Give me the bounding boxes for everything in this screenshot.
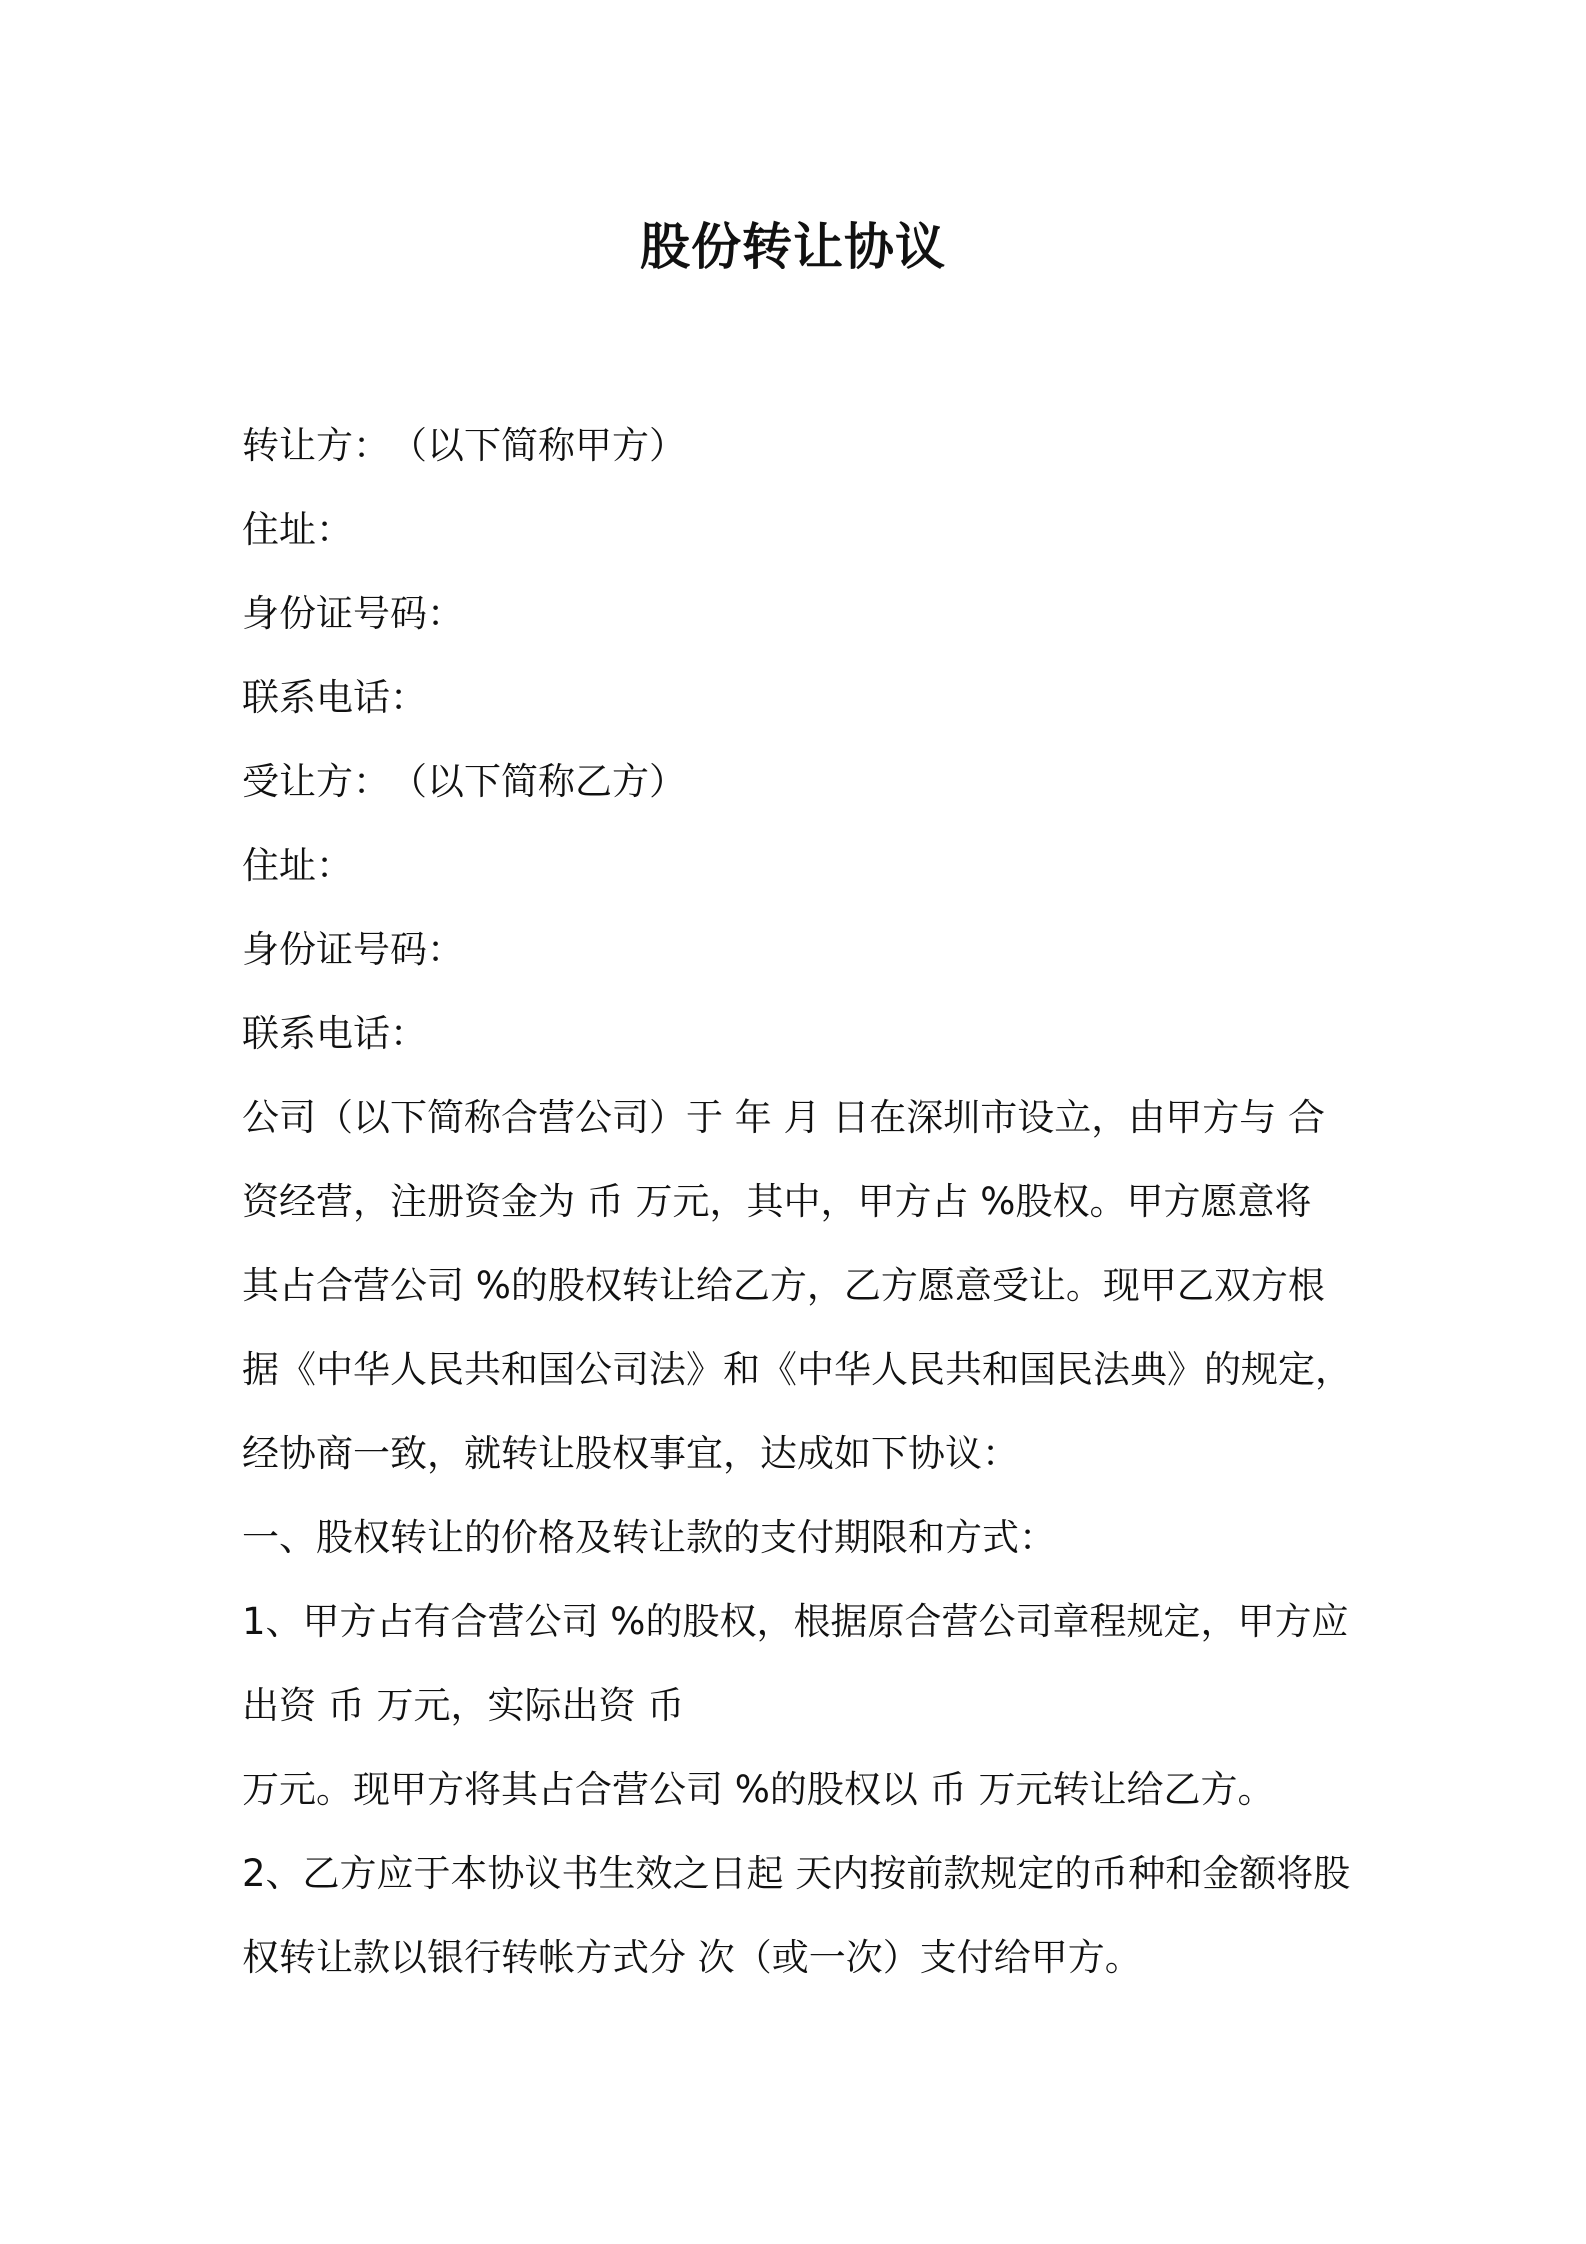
document-title: 股份转让协议 <box>640 218 946 276</box>
transferor-id-number: 身份证号码： <box>242 592 464 635</box>
clause-1-line: 出资 币 万元，实际出资 币 <box>242 1684 685 1727</box>
clause-1-line: 1、甲方占有合营公司 %的股权，根据原合营公司章程规定，甲方应 <box>242 1600 1349 1643</box>
preamble-line: 经协商一致，就转让股权事宜，达成如下协议： <box>242 1432 1019 1475</box>
clause-1-line: 万元。现甲方将其占合营公司 %的股权以 币 万元转让给乙方。 <box>242 1768 1275 1811</box>
transferee-id-number: 身份证号码： <box>242 928 464 971</box>
clause-2-line: 2、乙方应于本协议书生效之日起 天内按前款规定的币种和金额将股 <box>242 1852 1351 1895</box>
preamble-line: 据《中华人民共和国公司法》和《中华人民共和国民法典》的规定， <box>242 1348 1352 1391</box>
preamble-line: 公司（以下简称合营公司）于 年 月 日在深圳市设立，由甲方与 合 <box>242 1096 1326 1139</box>
transferee-address: 住址： <box>242 844 353 887</box>
transferee-line: 受让方： （以下简称乙方） <box>242 760 686 803</box>
transferor-line: 转让方： （以下简称甲方） <box>242 424 686 467</box>
transferor-phone: 联系电话： <box>242 676 427 719</box>
preamble-line: 其占合营公司 %的股权转让给乙方，乙方愿意受让。现甲乙双方根 <box>242 1264 1325 1307</box>
preamble-line: 资经营，注册资金为 币 万元，其中，甲方占 %股权。甲方愿意将 <box>242 1180 1312 1223</box>
document-body <box>242 404 1352 2000</box>
section-1-heading: 一、股权转让的价格及转让款的支付期限和方式： <box>242 1516 1056 1559</box>
transferor-address: 住址： <box>242 508 353 551</box>
transferee-phone: 联系电话： <box>242 1012 427 1055</box>
clause-2-line: 权转让款以银行转帐方式分 次（或一次）支付给甲方。 <box>242 1936 1142 1979</box>
